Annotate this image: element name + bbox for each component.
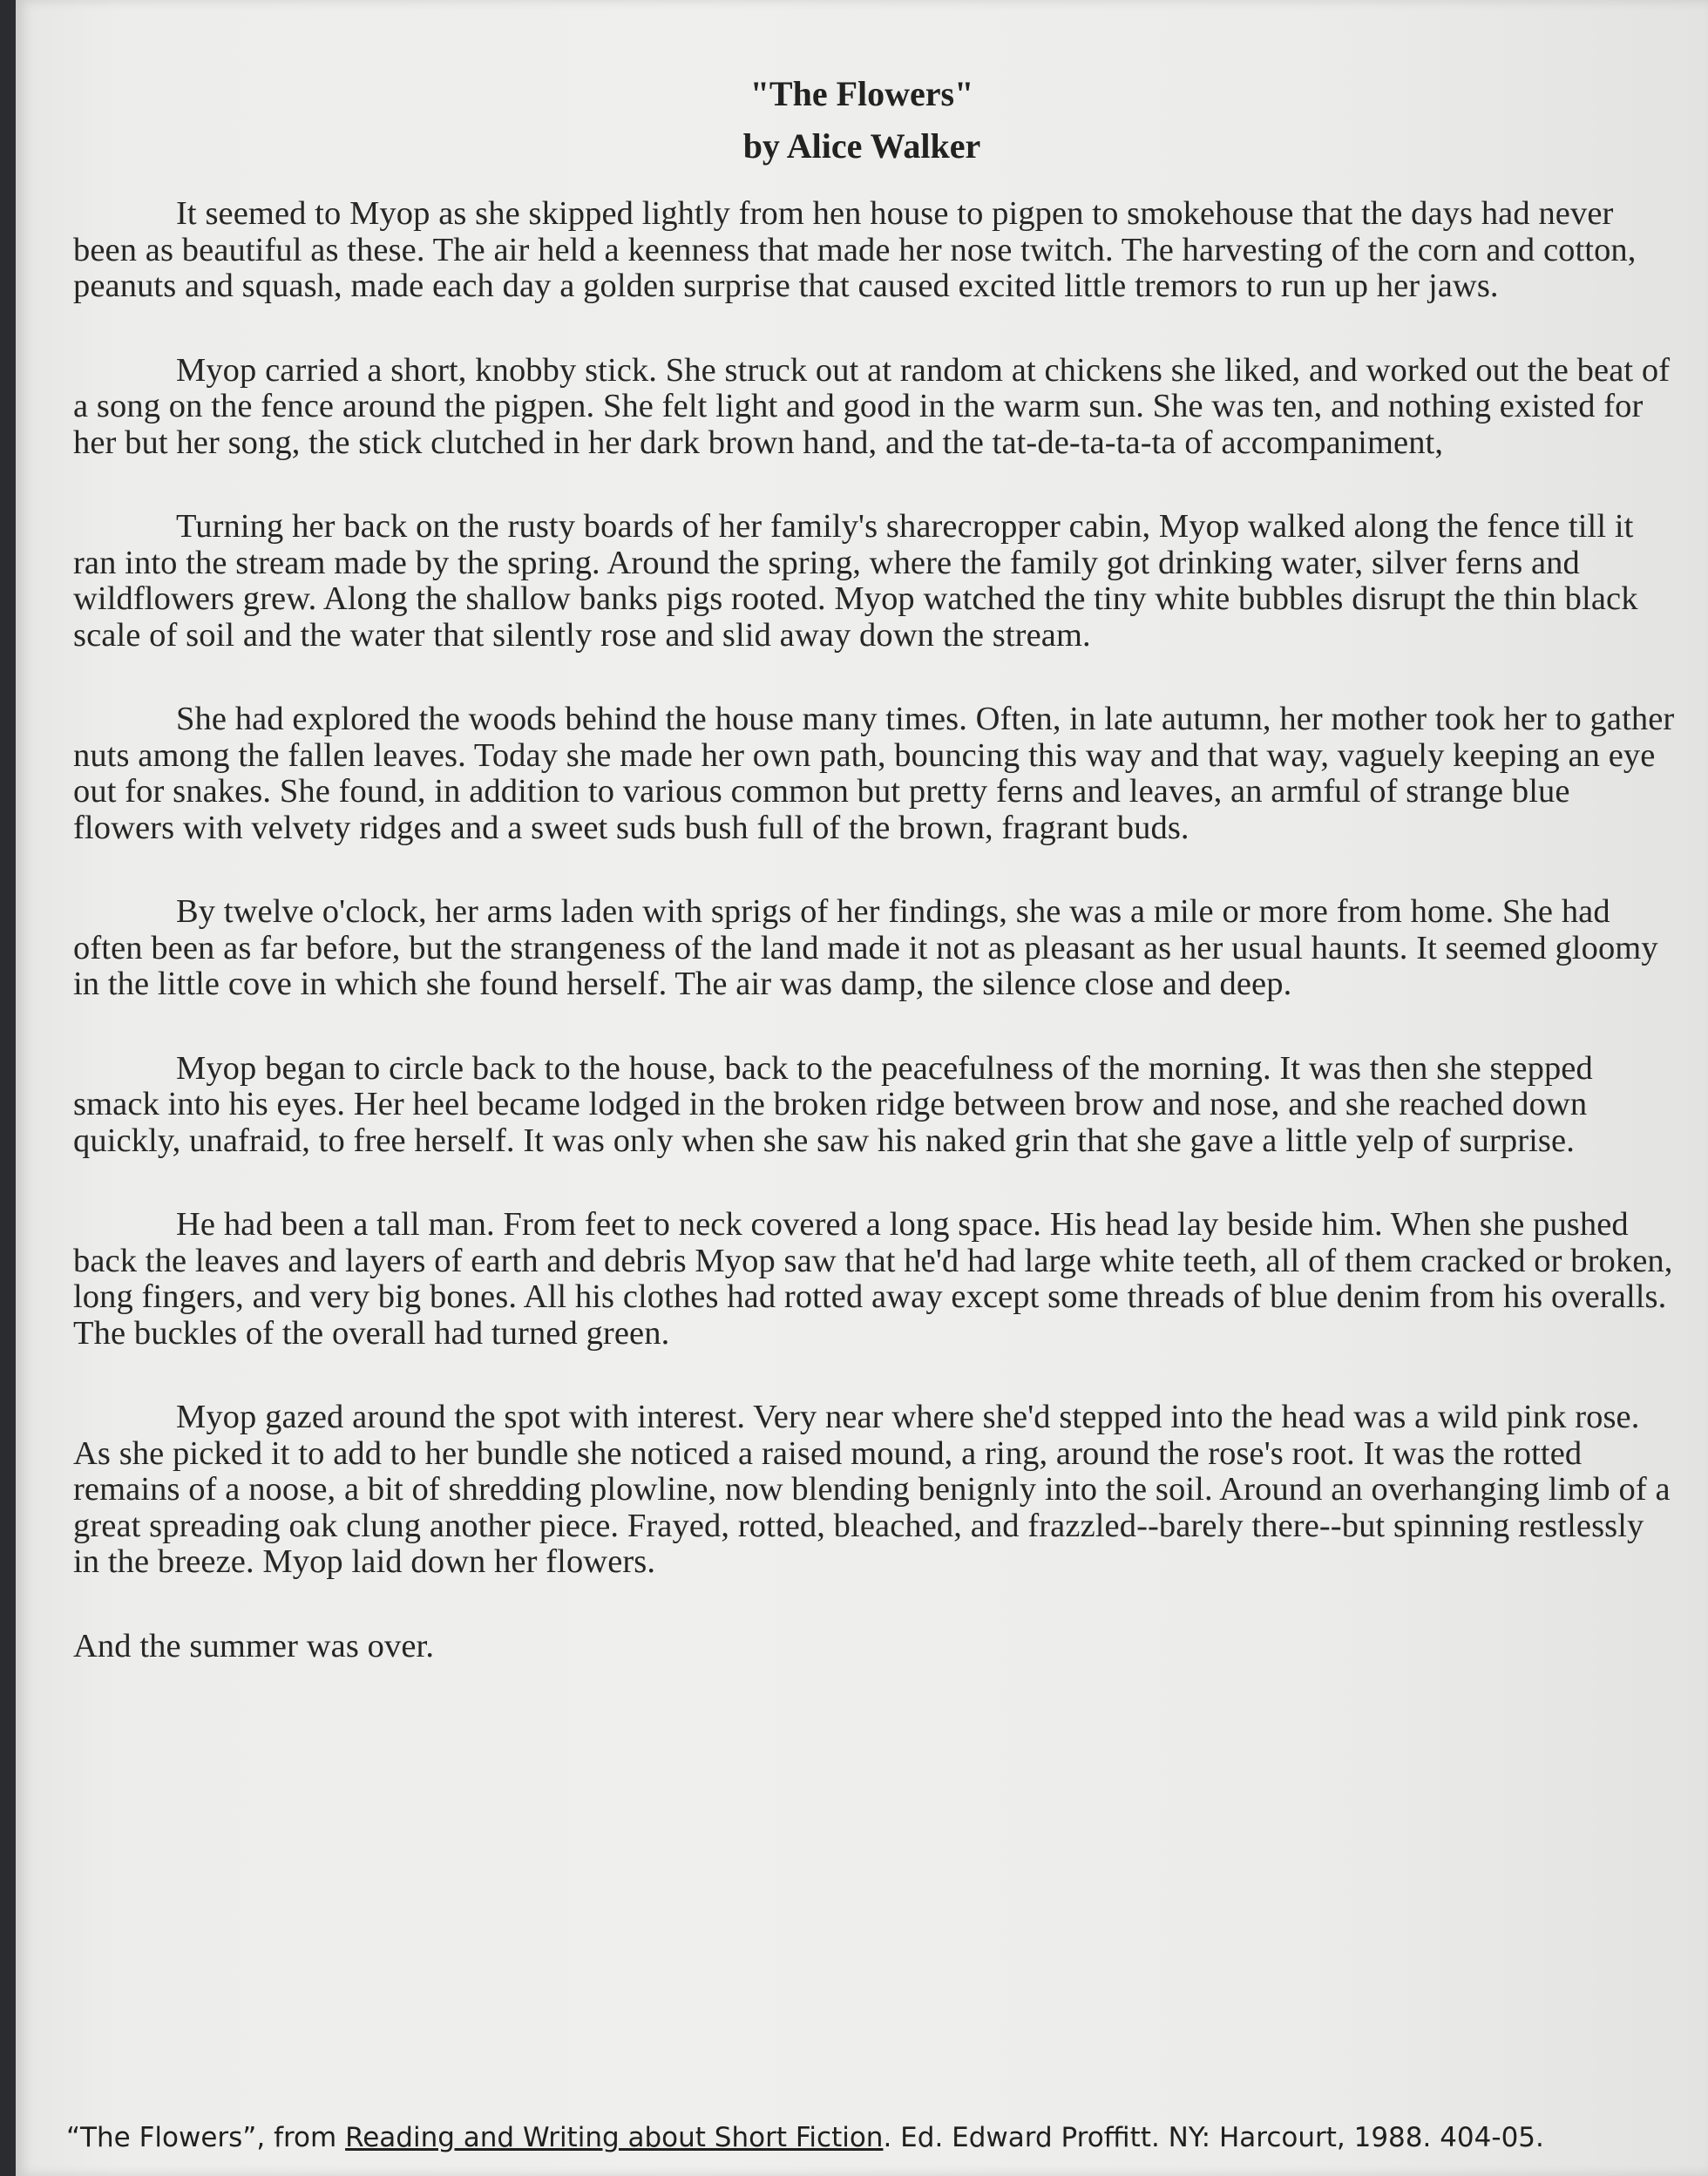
paragraph-3: Turning her back on the rusty boards of her family's sharecropper cabin, Myop walked along the fence till it ran into the stream made by the spring. Around the spring, where the family got drinking water, silver ferns and wildflowers grew. Along the shallow banks pigs rooted. Myop watched the tiny white bubbles disrupt the thin black scale of soil and the water that silently rose and slid away down the stream. xyxy=(73,508,1638,654)
citation-suffix: . Ed. Edward Proffitt. NY: Harcourt, 1988. 404-05. xyxy=(883,2122,1544,2153)
citation-source-title: Reading and Writing about Short Fiction xyxy=(345,2122,884,2153)
paragraph-2: Myop carried a short, knobby stick. She struck out at random at chickens she liked, and worked out the beat of a song on the fence around the pigpen. She felt light and good in the warm sun. She was ten, and nothing existed for her but her song, the stick clutched in her dark brown hand, and the tat-de-ta-ta-ta of accompaniment, xyxy=(73,351,1671,461)
citation-prefix: “The Flowers”, from xyxy=(66,2122,346,2153)
story-author: by Alice Walker xyxy=(742,126,981,166)
paragraph-7: He had been a tall man. From feet to neck covered a long space. His head lay beside him. When she pushed back the leaves and layers of earth and debris Myop saw that he'd had large white teeth, all of them cracked or broken, long fingers, and very big bones. All his clothes had rotted away except some threads of blue denim from his overalls. The buckles of the overall had turned green. xyxy=(73,1206,1673,1352)
story-title: "The Flowers" xyxy=(749,74,974,113)
paragraph-5: By twelve o'clock, her arms laden with sprigs of her findings, she was a mile or more from home. She had often been as far before, but the strangeness of the land made it not as pleasant as her usual haunts. It seemed gloomy in the little cove in which she found herself. The air was damp, the silence close and deep. xyxy=(73,893,1658,1002)
story-body xyxy=(73,196,1677,1712)
paragraph-8: Myop gazed around the spot with interest. Very near where she'd stepped into the head was a wild pink rose. As she picked it to add to her bundle she noticed a raised mound, a ring, around the rose's root. It was the rotted remains of a noose, a bit of shredding plowline, now blending benignly into the soil. Around an overhanging limb of a great spreading oak clung another piece. Frayed, rotted, bleached, and frazzled--barely there--but spinning restlessly in the breeze. Myop laid down her flowers. xyxy=(73,1399,1671,1580)
citation xyxy=(66,2122,1544,2153)
title-block xyxy=(16,68,1708,173)
paragraph-4: She had explored the woods behind the house many times. Often, in late autumn, her mother took her to gather nuts among the fallen leaves. Today she made her own path, bouncing this way and that way, vaguely keeping an eye out for snakes. She found, in addition to various common but pretty ferns and leaves, an armful of strange blue flowers with velvety ridges and a sweet suds bush full of the brown, fragrant buds. xyxy=(73,701,1675,846)
paragraph-6: Myop began to circle back to the house, back to the peacefulness of the morning. It was then she stepped smack into his eyes. Her heel became lodged in the broken ridge between brow and nose, and she reached down quickly, unafraid, to free herself. It was only when she saw his naked grin that she gave a little yelp of surprise. xyxy=(73,1049,1593,1159)
closing-line: And the summer was over. xyxy=(73,1627,435,1664)
paragraph-1: It seemed to Myop as she skipped lightly from hen house to pigpen to smokehouse that the days had never been as beautiful as these. The air held a keenness that made her nose twitch. The harvesting of the corn and cotton, peanuts and squash, made each day a golden surprise that caused excited little tremors to run up her jaws. xyxy=(73,195,1637,304)
document-page xyxy=(16,0,1708,2176)
